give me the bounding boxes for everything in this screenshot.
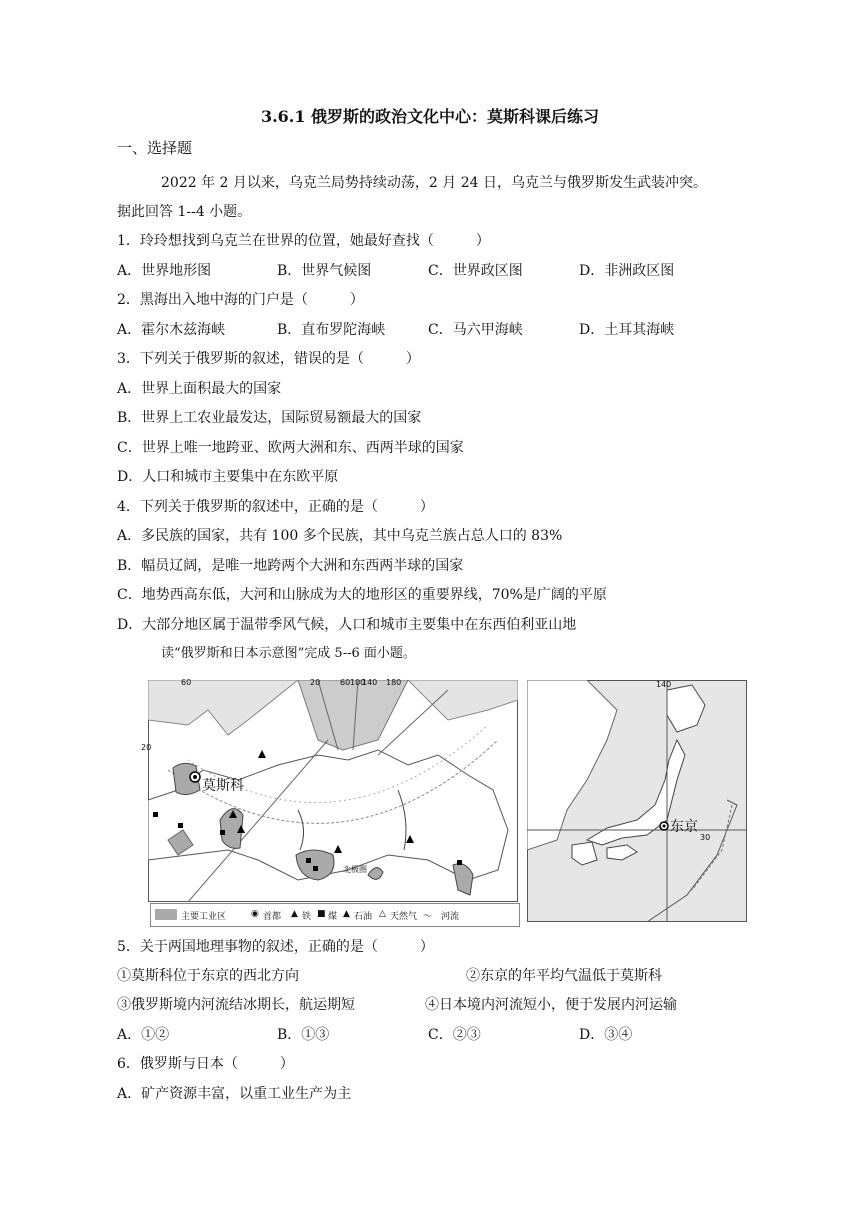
lon-tick-6: 180 [386,678,402,687]
lon-tick-4: 100 [350,678,366,687]
q4-option-c[interactable]: C．地势西高东低，大河和山脉成为大的地形区的重要界线，70%是广阔的平原 [117,587,607,603]
q5-statement-4: ④日本境内河流短小，便于发展内河运输 [425,997,677,1013]
lon-tick-2: 20 [310,678,321,687]
q4-option-b[interactable]: B．幅员辽阔，是唯一地跨两个大洲和东西两半球的国家 [117,558,464,574]
q3-option-b[interactable]: B．世界上工农业最发达，国际贸易额最大的国家 [117,410,422,426]
legend-river: 河流 [441,912,460,922]
lat-tick: 20 [141,743,152,752]
q5-option-b[interactable]: B．①③ [277,1027,330,1043]
lon-tick-1: 60 [181,678,192,687]
japan-lon-tick: 140 [656,680,672,689]
q5-statement-1: ①莫斯科位于东京的西北方向 [117,968,299,984]
iron-icon: ▲ [291,909,298,919]
q5-option-a[interactable]: A．①② [117,1027,170,1043]
q6-stem: 6．俄罗斯与日本（ ） [117,1056,294,1072]
lon-tick-3: 60 [340,678,351,687]
section-heading: 一、选择题 [117,139,193,157]
q3-option-d[interactable]: D．人口和城市主要集中在东欧平原 [117,469,339,485]
q1-option-d[interactable]: D．非洲政区图 [579,263,675,279]
q2-option-a[interactable]: A．霍尔木兹海峡 [117,322,226,338]
q2-stem: 2．黑海出入地中海的门户是（ ） [117,292,364,308]
intro-line-2: 据此回答 1--4 小题。 [117,204,252,220]
q4-option-d[interactable]: D．大部分地区属于温带季风气候，人口和城市主要集中在东西伯利亚山地 [117,617,577,633]
legend-oil: 石油 [354,912,373,922]
map-legend [150,903,520,927]
q2-option-d[interactable]: D．土耳其海峡 [579,322,675,338]
tokyo-label: 东京 [670,819,698,835]
gas-icon: △ [379,909,386,919]
capital-icon: ◉ [251,909,259,919]
page-title: 3.6.1 俄罗斯的政治文化中心：莫斯科课后练习 [260,107,600,126]
legend-gas: 天然气 [390,912,418,922]
q5-option-c[interactable]: C．②③ [428,1027,481,1043]
russia-map [141,678,518,902]
legend-iron: 铁 [302,912,312,922]
q5-statement-3: ③俄罗斯境内河流结冰期长，航运期短 [117,997,355,1013]
q5-option-d[interactable]: D．③④ [579,1027,633,1043]
legend-capital: 首都 [263,912,282,922]
q1-option-b[interactable]: B．世界气候图 [277,263,372,279]
q1-option-a[interactable]: A．世界地形图 [117,263,212,279]
industrial-zone-swatch [155,909,177,920]
moscow-label: 莫斯科 [202,778,244,794]
q1-stem: 1．玲玲想找到乌克兰在世界的位置，她最好查找（ ） [117,233,490,249]
q4-option-a[interactable]: A．多民族的国家，共有 100 多个民族，其中乌克兰族占总人口的 83% [117,528,563,544]
oil-icon: ▲ [343,909,350,919]
coal-icon: ■ [317,909,326,919]
legend-industrial: 主要工业区 [181,912,227,922]
japan-lat-tick: 30 [700,833,711,842]
map-intro: 读“俄罗斯和日本示意图”完成 5--6 面小题。 [161,646,416,661]
lon-tick-5: 140 [362,678,378,687]
q2-option-b[interactable]: B．直布罗陀海峡 [277,322,386,338]
legend-coal: 煤 [328,912,338,922]
q2-option-c[interactable]: C．马六甲海峡 [428,322,523,338]
q6-option-a[interactable]: A．矿产资源丰富，以重工业生产为主 [117,1086,352,1102]
q3-option-c[interactable]: C．世界上唯一地跨亚、欧两大洲和东、西两半球的国家 [117,440,464,456]
q5-statement-2: ②东京的年平均气温低于莫斯科 [466,968,662,984]
q3-option-a[interactable]: A．世界上面积最大的国家 [117,381,282,397]
q1-option-c[interactable]: C．世界政区图 [428,263,523,279]
japan-map [527,680,747,922]
river-icon: ～ [423,912,433,922]
q3-stem: 3．下列关于俄罗斯的叙述，错误的是（ ） [117,351,420,367]
arctic-circle-label: 北极圈 [343,865,367,874]
intro-line-1: 2022 年 2 月以来，乌克兰局势持续动荡，2 月 24 日，乌克兰与俄罗斯发生武装冲突。 [161,175,707,191]
q5-stem: 5．关于两国地理事物的叙述，正确的是（ ） [117,939,434,955]
q4-stem: 4．下列关于俄罗斯的叙述中，正确的是（ ） [117,499,434,515]
